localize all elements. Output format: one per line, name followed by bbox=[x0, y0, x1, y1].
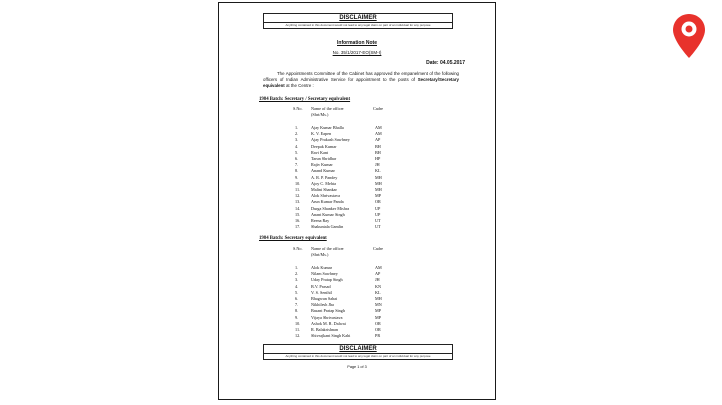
row-cadre: MH bbox=[375, 180, 382, 186]
pin-dot bbox=[686, 26, 693, 33]
section2-col-cadre: Cadre bbox=[373, 246, 383, 251]
row-cadre: BH bbox=[375, 149, 381, 155]
row-cadre: AP bbox=[375, 271, 381, 277]
row-name: K. V. Eapen bbox=[311, 131, 332, 137]
disclaimer-title: DISCLAIMER bbox=[264, 14, 452, 23]
intro-text-before: The Appointments Committee of the Cabinet has approved the empanelment of the following officers of Indian Administrative Service for appointment to the posts of bbox=[263, 71, 459, 82]
section1-col-name: Name of the officer (Shri/Ms.) bbox=[311, 106, 344, 117]
row-cadre: KL bbox=[375, 168, 381, 174]
row-name: Ajoy C. Mehta bbox=[311, 180, 337, 186]
row-cadre: PR bbox=[375, 333, 381, 339]
row-cadre: UP bbox=[375, 205, 381, 211]
row-sno: 11. bbox=[295, 187, 301, 192]
row-sno: 6. bbox=[295, 156, 299, 161]
section2-col-sno: S.No. bbox=[293, 246, 303, 251]
row-cadre: AP bbox=[375, 137, 381, 143]
section1-heading: 1984 Batch: Secretary / Secretary equivalent bbox=[259, 97, 351, 102]
row-cadre: MH bbox=[375, 187, 382, 192]
row-cadre: BH bbox=[375, 143, 381, 149]
info-note-title: Information Note bbox=[337, 40, 377, 46]
row-sno: 9. bbox=[295, 174, 299, 180]
row-sno: 5. bbox=[295, 149, 299, 155]
row-sno: 3. bbox=[295, 277, 299, 283]
row-sno: 1. bbox=[295, 125, 299, 130]
row-name: Anand Kumar bbox=[311, 168, 335, 174]
disclaimer-text-bottom: Anything contained in this document would not lead to any legal claim on part of an individual for any purpose bbox=[285, 354, 431, 358]
row-sno: 3. bbox=[295, 137, 299, 143]
row-cadre: MP bbox=[375, 308, 382, 314]
row-cadre: OR bbox=[375, 199, 381, 205]
row-name: Arun Kumar Panda bbox=[311, 199, 344, 205]
row-name: B.V. Prasad bbox=[311, 283, 331, 289]
row-sno: 4. bbox=[295, 143, 299, 149]
row-cadre: OR bbox=[375, 320, 381, 326]
row-name: Vijaya Shrivastava bbox=[311, 314, 343, 320]
row-name: Nilam Sawhney bbox=[311, 271, 338, 277]
row-name: Reena Ray bbox=[311, 218, 330, 223]
row-sno: 12. bbox=[295, 333, 301, 339]
row-sno: 8. bbox=[295, 168, 299, 174]
reference-number: No. 35/1/2017-EO(SM-I) bbox=[332, 50, 382, 55]
row-name: Deepak Kumar bbox=[311, 143, 337, 149]
row-sno: 2. bbox=[295, 131, 299, 137]
row-name: Alok Shrivastava bbox=[311, 193, 340, 199]
row-cadre: MH bbox=[375, 174, 382, 180]
disclaimer-text: Anything contained in this document would not lead to any legal claim on part of an individual for any purpose bbox=[285, 23, 431, 27]
document-date: Date: 04.05.2017 bbox=[426, 60, 465, 66]
row-cadre: UT bbox=[375, 218, 381, 223]
row-sno: 7. bbox=[295, 302, 299, 308]
row-sno: 12. bbox=[295, 193, 301, 199]
row-cadre: JH bbox=[375, 277, 380, 283]
row-cadre: MP bbox=[375, 314, 382, 320]
row-cadre: AM bbox=[375, 125, 382, 130]
row-cadre: UT bbox=[375, 224, 381, 230]
row-sno: 11. bbox=[295, 327, 301, 332]
row-cadre: HP bbox=[375, 156, 381, 161]
row-sno: 2. bbox=[295, 271, 299, 277]
row-cadre: KL bbox=[375, 289, 381, 295]
row-name: V. S. Senthil bbox=[311, 289, 332, 295]
document-page bbox=[218, 2, 496, 400]
page-number: Page 1 of 3 bbox=[347, 365, 367, 369]
row-cadre: AM bbox=[375, 131, 382, 137]
row-name: Uday Pratap Singh bbox=[311, 277, 343, 283]
row-name: Basant Pratap Singh bbox=[311, 308, 345, 314]
disclaimer-title-bottom: DISCLAIMER bbox=[264, 345, 452, 354]
intro-text-after: at the Centre : bbox=[284, 83, 314, 88]
row-name: Ravi Kant bbox=[311, 149, 329, 155]
row-name: Shivrajkant Singh Kahi bbox=[311, 333, 351, 339]
row-cadre: MP bbox=[375, 193, 382, 199]
row-cadre: OR bbox=[375, 327, 381, 332]
location-pin-icon bbox=[672, 13, 706, 59]
section1-col-cadre: Cadre bbox=[373, 106, 383, 111]
row-name: Malini Shankar bbox=[311, 187, 337, 192]
row-cadre: MN bbox=[375, 302, 382, 308]
row-sno: 8. bbox=[295, 308, 299, 314]
row-sno: 14. bbox=[295, 205, 301, 211]
row-sno: 9. bbox=[295, 314, 299, 320]
row-sno: 5. bbox=[295, 289, 299, 295]
row-name: Ashok M. R. Dalwai bbox=[311, 320, 346, 326]
row-name: A. R. P. Pandey bbox=[311, 174, 338, 180]
row-name: Bhagwan Sahai bbox=[311, 296, 338, 301]
row-sno: 10. bbox=[295, 320, 301, 326]
intro-paragraph bbox=[263, 71, 459, 89]
row-sno: 6. bbox=[295, 296, 299, 301]
row-cadre: AM bbox=[375, 265, 382, 270]
row-cadre: UP bbox=[375, 211, 381, 217]
row-sno: 1. bbox=[295, 265, 299, 270]
row-sno: 7. bbox=[295, 162, 299, 168]
row-name: Rajiv Kumar bbox=[311, 162, 333, 168]
row-cadre: JH bbox=[375, 162, 380, 168]
row-name: Nikhilesh Jha bbox=[311, 302, 334, 308]
row-sno: 13. bbox=[295, 199, 301, 205]
row-sno: 15. bbox=[295, 211, 301, 217]
row-name: Anant Kumar Singh bbox=[311, 211, 345, 217]
row-name: Ajay Kumar Bhalla bbox=[311, 125, 344, 130]
section2-heading: 1984 Batch: Secretary equivalent bbox=[259, 236, 327, 241]
row-name: Shakuntala Gamlin bbox=[311, 224, 344, 230]
row-name: Ajay Prakash Sawhney bbox=[311, 137, 350, 143]
row-name: R. Balakrishnan bbox=[311, 327, 338, 332]
row-cadre: KN bbox=[375, 283, 382, 289]
row-sno: 10. bbox=[295, 180, 301, 186]
row-cadre: MH bbox=[375, 296, 382, 301]
row-sno: 16. bbox=[295, 218, 301, 223]
section1-col-sno: S.No. bbox=[293, 106, 303, 111]
row-name: Alok Kumar bbox=[311, 265, 333, 270]
disclaimer-box-bottom bbox=[263, 344, 453, 360]
row-sno: 4. bbox=[295, 283, 299, 289]
intro-bold: Secretary/Secretary equivalent bbox=[263, 77, 459, 88]
row-name: Tarun Shridhar bbox=[311, 156, 337, 161]
row-sno: 17. bbox=[295, 224, 301, 230]
section2-col-name: Name of the officer (Shri/Ms.) bbox=[311, 246, 344, 257]
row-name: Durga Shanker Mishra bbox=[311, 205, 350, 211]
disclaimer-box-top bbox=[263, 13, 453, 29]
